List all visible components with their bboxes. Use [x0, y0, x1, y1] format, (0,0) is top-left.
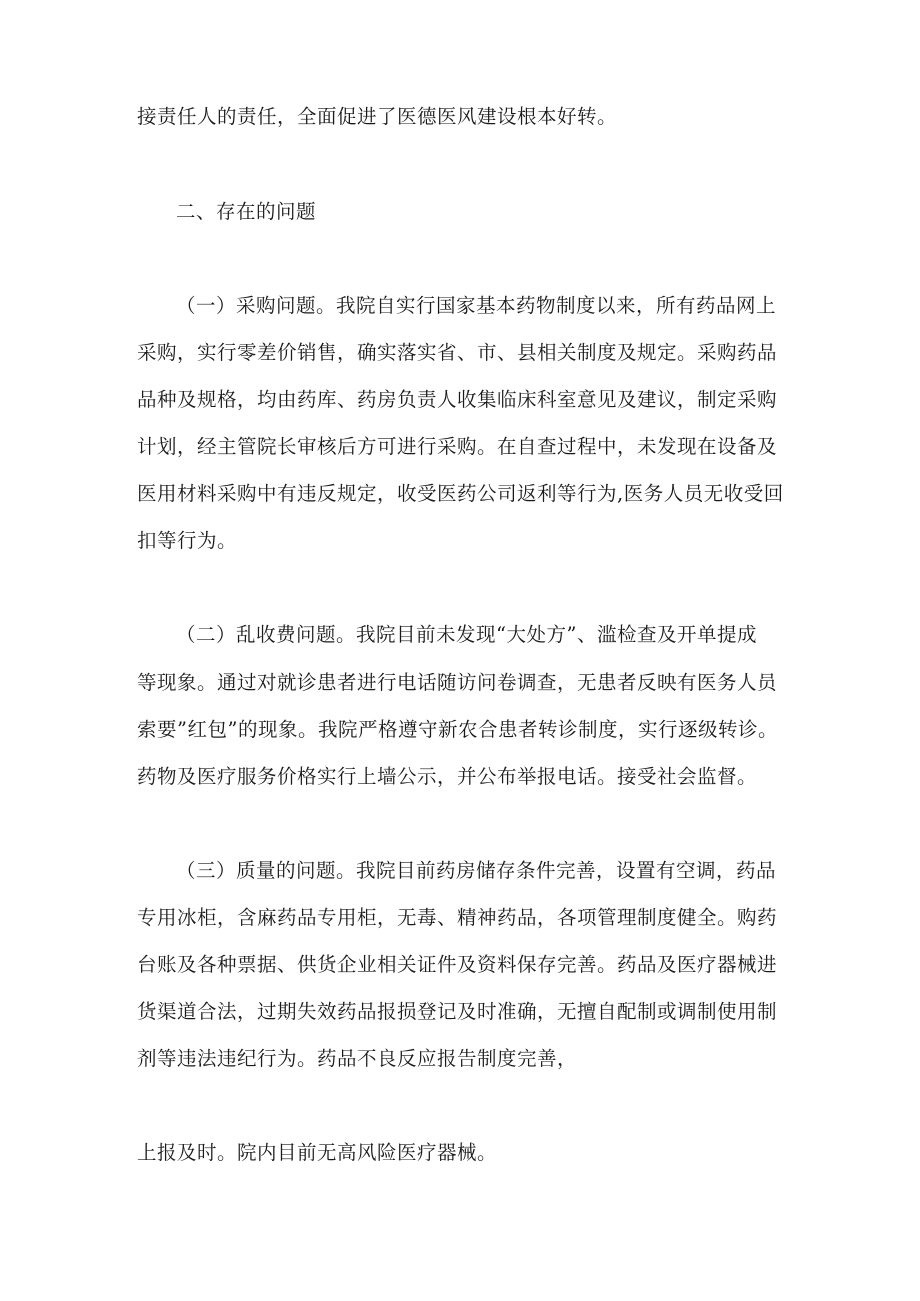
paragraph-line: 专用冰柜，含麻药品专用柜，无毒、精神药品，各项管理制度健全。购药: [137, 906, 778, 929]
paragraph-line: 计划，经主管院长审核后方可进行采购。在自查过程中，未发现在设备及: [137, 435, 778, 458]
paragraph-line: （二）乱收费问题。我院目前未发现“大处方”、滥检查及开单提成: [176, 623, 757, 646]
paragraph-line: 上报及时。院内目前无高风险医疗器械。: [137, 1141, 498, 1164]
paragraph-line: 索要”红包”的现象。我院严格遵守新农合患者转诊制度，实行逐级转诊。: [137, 718, 778, 741]
paragraph-line: 采购，实行零差价销售，确实落实省、市、县相关制度及规定。采购药品: [137, 341, 778, 364]
paragraph-line: （一）采购问题。我院自实行国家基本药物制度以来，所有药品网上: [176, 294, 777, 317]
paragraph-line: 药物及医疗服务价格实行上墙公示，并公布举报电话。接受社会监督。: [137, 765, 758, 788]
paragraph-line: 货渠道合法，过期失效药品报损登记及时准确，无擅自配制或调制使用制: [137, 1000, 778, 1023]
section-heading: 二、存在的问题: [176, 200, 317, 223]
paragraph-line: 剂等违法违纪行为。药品不良反应报告制度完善，: [137, 1047, 578, 1070]
paragraph-line: 台账及各种票据、供货企业相关证件及资料保存完善。药品及医疗器械进: [137, 953, 778, 976]
paragraph-line: 扣等行为。: [137, 529, 238, 552]
paragraph-line: （三）质量的问题。我院目前药房储存条件完善，设置有空调，药品: [176, 859, 777, 882]
paragraph-line: 等现象。通过对就诊患者进行电话随访问卷调查，无患者反映有医务人员: [137, 671, 778, 694]
text-line: 接责任人的责任，全面促进了医德医风建设根本好转。: [137, 105, 618, 128]
paragraph-line: 医用材料采购中有违反规定，收受医药公司返利等行为,医务人员无收受回: [137, 482, 784, 505]
paragraph-line: 品种及规格，均由药库、药房负责人收集临床科室意见及建议，制定采购: [137, 388, 778, 411]
